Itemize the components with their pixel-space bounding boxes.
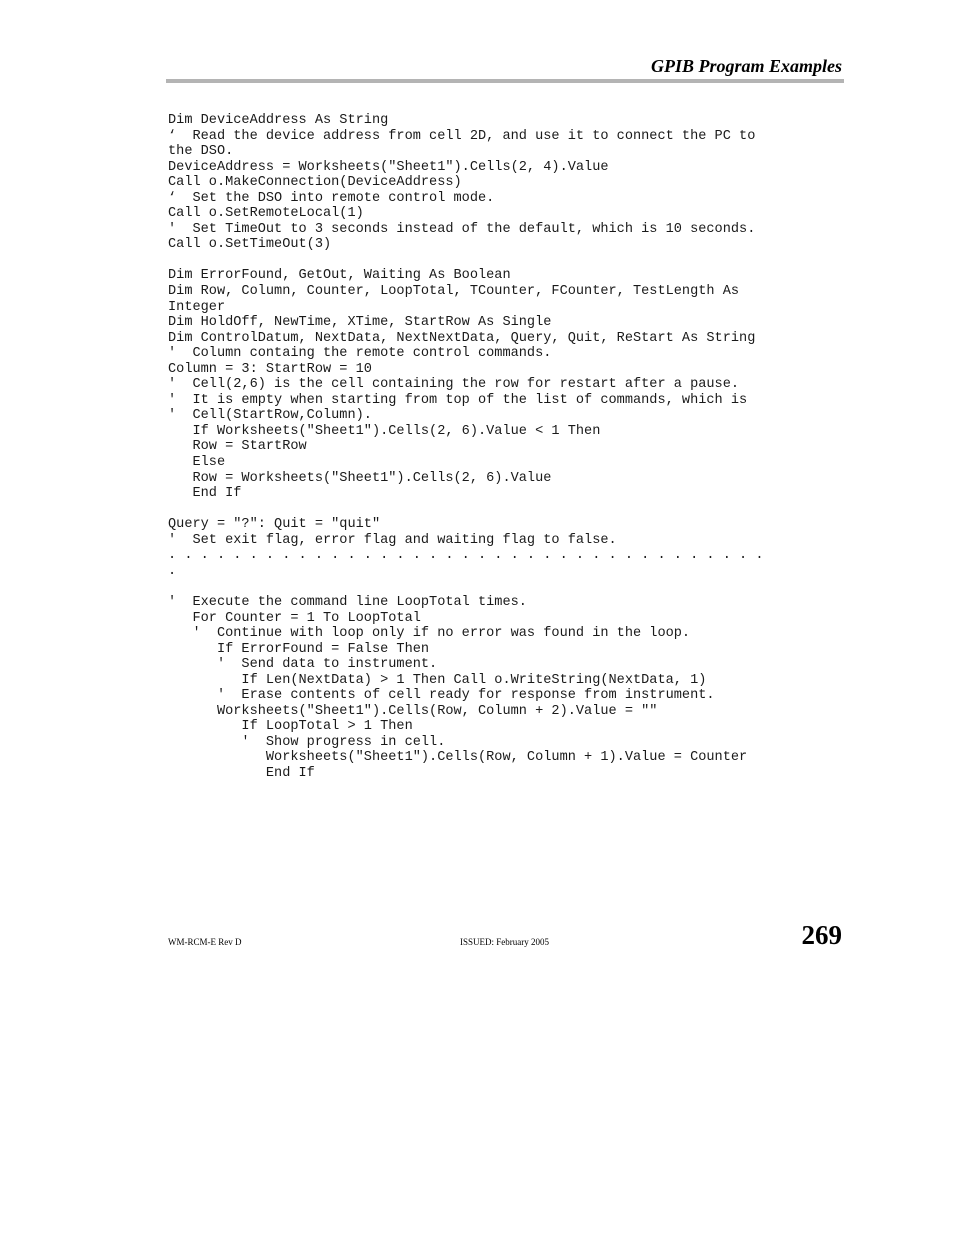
- code-line: Call o.SetTimeOut(3): [168, 237, 332, 253]
- code-line: ' Cell(2,6) is the cell containing the row for restart after a pause.: [168, 377, 740, 393]
- code-line: If Worksheets("Sheet1").Cells(2, 6).Value < 1 Then: [168, 423, 601, 439]
- code-line: ‘ Set the DSO into remote control mode.: [168, 190, 495, 206]
- footer-document-id: WM-RCM-E Rev D: [168, 937, 242, 947]
- code-line: Dim Row, Column, Counter, LoopTotal, TCounter, FCounter, TestLength As: [168, 284, 740, 300]
- code-line: End If: [168, 765, 315, 781]
- code-line: Call o.SetRemoteLocal(1): [168, 206, 364, 222]
- code-line: Row = StartRow: [168, 439, 307, 455]
- code-line: Dim HoldOff, NewTime, XTime, StartRow As Single: [168, 315, 552, 331]
- code-line: Dim DeviceAddress As String: [168, 113, 389, 128]
- code-line: If LoopTotal > 1 Then: [168, 719, 413, 735]
- code-line: ‘ Read the device address from cell 2D, and use it to connect the PC to: [168, 128, 756, 144]
- code-line: ' Set exit flag, error flag and waiting flag to false.: [168, 532, 617, 548]
- running-header-title: GPIB Program Examples: [650, 56, 842, 76]
- code-listing: [168, 113, 764, 782]
- code-line: Worksheets("Sheet1").Cells(Row, Column + 1).Value = Counter: [168, 750, 748, 766]
- code-line: Worksheets("Sheet1").Cells(Row, Column + 2).Value = "": [168, 703, 658, 719]
- code-line: .: [168, 563, 177, 579]
- code-line: Call o.MakeConnection(DeviceAddress): [168, 175, 462, 191]
- code-line: ' Erase contents of cell ready for response from instrument.: [168, 688, 715, 704]
- code-line: Dim ControlDatum, NextData, NextNextData, Query, Quit, ReStart As String: [168, 330, 756, 346]
- code-line: If ErrorFound = False Then: [168, 641, 430, 657]
- code-line: For Counter = 1 To LoopTotal: [168, 610, 421, 626]
- code-line: DeviceAddress = Worksheets("Sheet1").Cells(2, 4).Value: [168, 159, 609, 175]
- code-line: . . . . . . . . . . . . . . . . . . . . . . . . . . . . . . . . . . . . .: [168, 548, 764, 564]
- code-line: ' It is empty when starting from top of the list of commands, which is: [168, 392, 748, 408]
- footer-issued-date: ISSUED: February 2005: [460, 937, 549, 947]
- code-line: ' Send data to instrument.: [168, 657, 438, 673]
- code-line: Dim ErrorFound, GetOut, Waiting As Boolean: [168, 268, 511, 284]
- code-line: [168, 253, 764, 269]
- code-line: ' Column containg the remote control commands.: [168, 346, 552, 362]
- code-line: ' Show progress in cell.: [168, 734, 446, 750]
- code-line: the DSO.: [168, 144, 234, 160]
- code-line: ' Set TimeOut to 3 seconds instead of the default, which is 10 seconds.: [168, 221, 756, 237]
- code-line: [168, 502, 764, 518]
- code-line: Integer: [168, 299, 226, 315]
- code-line: [168, 579, 764, 595]
- code-line: Query = "?": Quit = "quit": [168, 517, 381, 533]
- code-line: ' Cell(StartRow,Column).: [168, 408, 372, 424]
- code-line: ' Execute the command line LoopTotal times.: [168, 594, 527, 610]
- page-number: 269: [801, 920, 842, 950]
- code-line: Row = Worksheets("Sheet1").Cells(2, 6).Value: [168, 470, 552, 486]
- code-line: Column = 3: StartRow = 10: [168, 361, 372, 377]
- code-line: ' Continue with loop only if no error was found in the loop.: [168, 626, 691, 642]
- header-rule: [166, 79, 844, 83]
- code-line: Else: [168, 455, 226, 471]
- code-line: End If: [168, 486, 242, 502]
- code-line: If Len(NextData) > 1 Then Call o.WriteString(NextData, 1): [168, 672, 707, 688]
